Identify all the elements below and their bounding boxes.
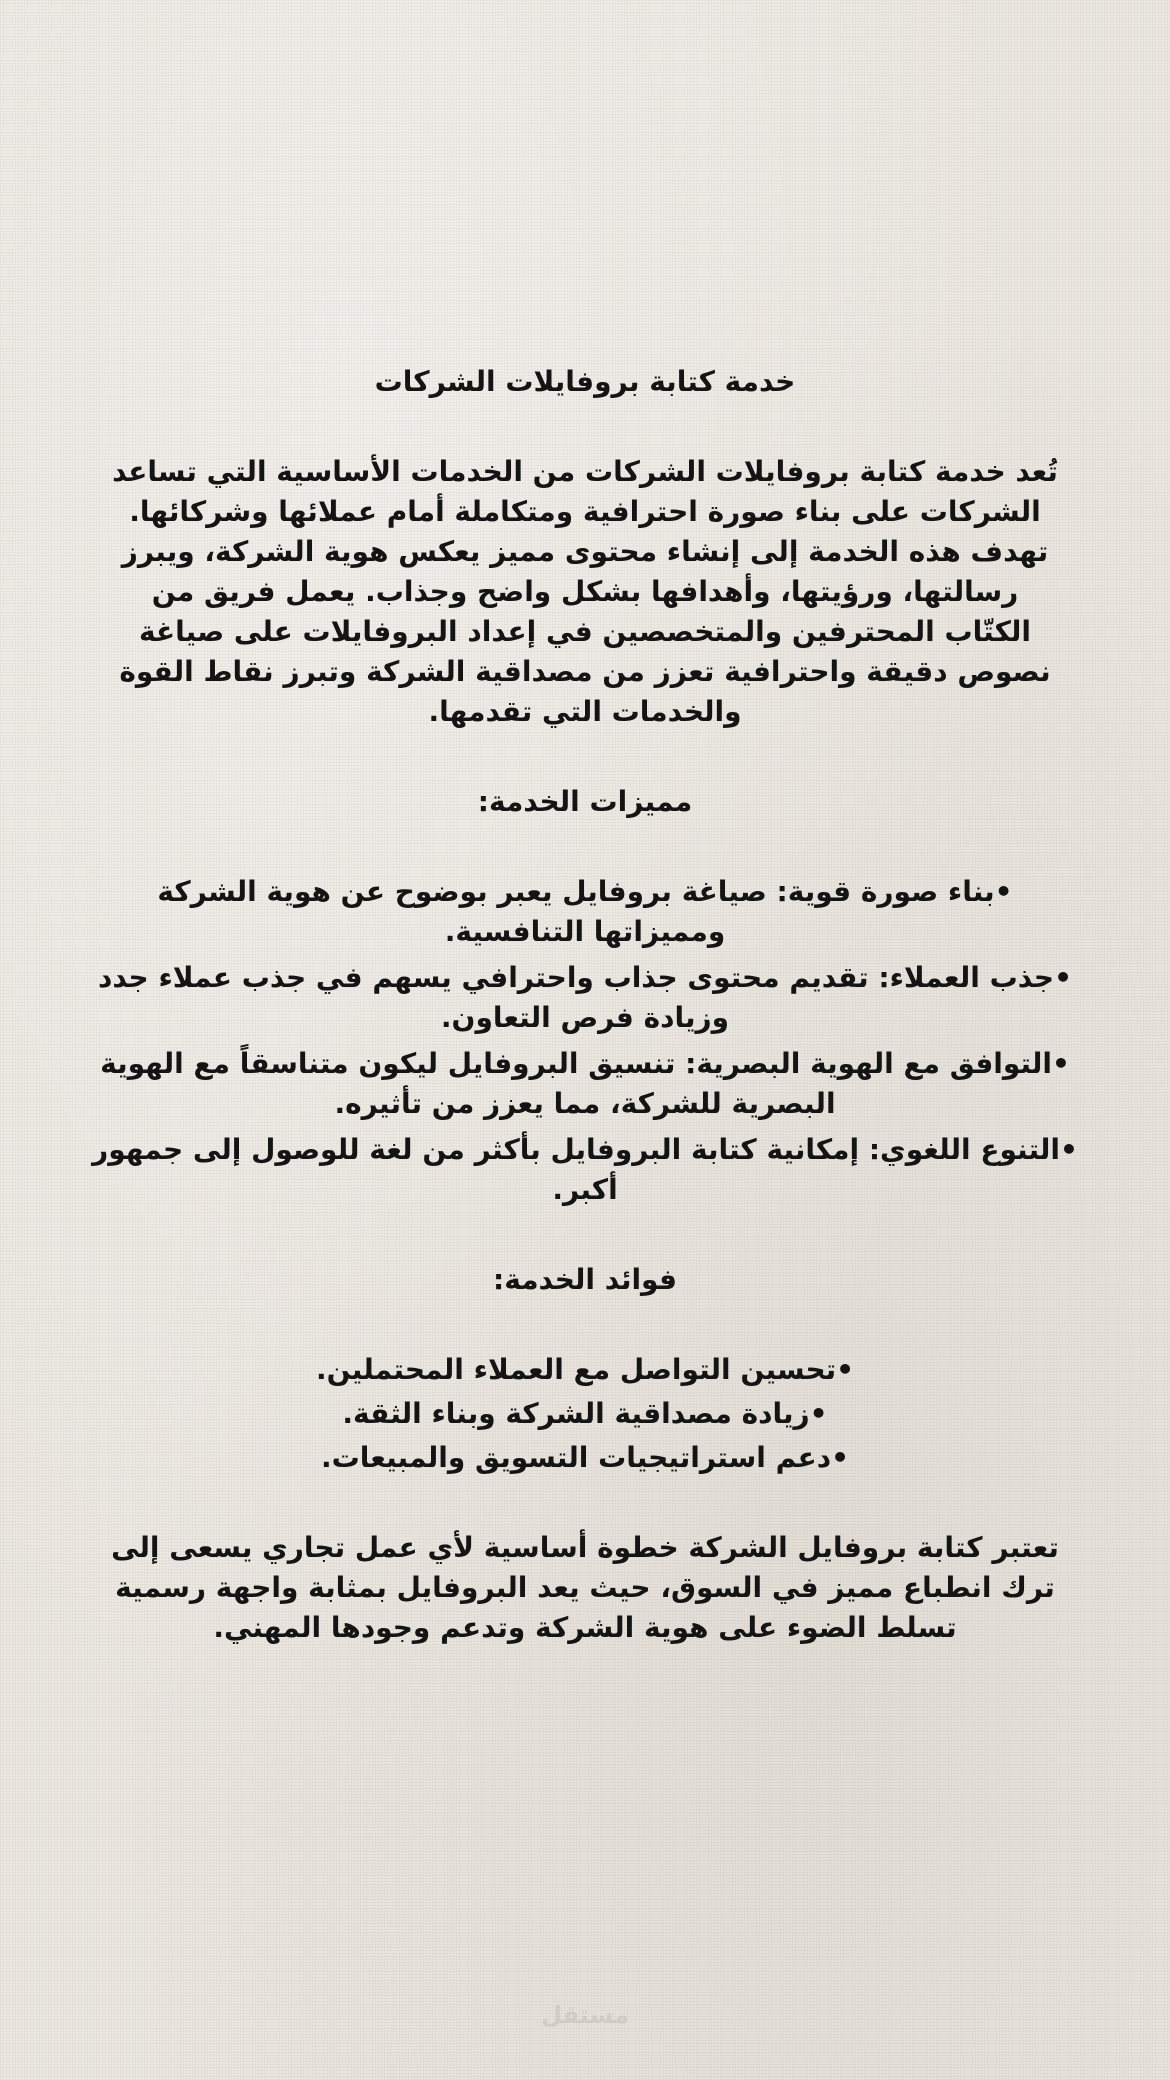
intro-paragraph: تُعد خدمة كتابة بروفايلات الشركات من الخدمات الأساسية التي تساعد الشركات على بناء صورة احترافية ومتكاملة أمام عملائها وشركائها. تهدف هذه الخدمة إلى إنشاء محتوى مميز يعكس هوية الشركة، ويبرز رسالتها، ورؤيتها، وأهدافها بشكل واضح وجذاب. يعمل فريق من الكتّاب المحترفين والمتخصصين في إعداد البروفايلات على صياغة نصوص دقيقة واحترافية تعزز من مصداقية الشركة وتبرز نقاط القوة والخدمات التي تقدمها.	[112, 455, 1058, 728]
conclusion-paragraph: تعتبر كتابة بروفايل الشركة خطوة أساسية لأي عمل تجاري يسعى إلى ترك انطباع مميز في السوق، حيث يعد البروفايل بمثابة واجهة رسمية تسلط الضوء على هوية الشركة وتدعم وجودها المهني.	[111, 1531, 1059, 1644]
benefit-item: •تحسين التواصل مع العملاء المحتملين.	[315, 1353, 855, 1386]
feature-item: •جذب العملاء: تقديم محتوى جذاب واحترافي يسهم في جذب عملاء جدد وزيادة فرص التعاون.	[98, 961, 1072, 1034]
feature-item: •بناء صورة قوية: صياغة بروفايل يعبر بوضوح عن هوية الشركة ومميزاتها التنافسية.	[157, 875, 1013, 948]
features-list	[90, 872, 1080, 1210]
feature-item: •التنوع اللغوي: إمكانية كتابة البروفايل بأكثر من لغة للوصول إلى جمهور أكبر.	[92, 1133, 1078, 1206]
benefits-list	[90, 1350, 1080, 1478]
document-title: خدمة كتابة بروفايلات الشركات	[374, 365, 796, 398]
document-body	[90, 362, 1080, 1648]
watermark-text: مستقل	[541, 2001, 629, 2029]
benefit-item: •دعم استراتيجيات التسويق والمبيعات.	[321, 1441, 849, 1474]
features-heading: مميزات الخدمة:	[477, 785, 693, 818]
benefit-item: •زيادة مصداقية الشركة وبناء الثقة.	[342, 1397, 828, 1430]
benefits-heading: فوائد الخدمة:	[493, 1263, 677, 1296]
feature-item: •التوافق مع الهوية البصرية: تنسيق البروفايل ليكون متناسقاً مع الهوية البصرية للشركة، مما يعزز من تأثيره.	[100, 1047, 1070, 1120]
watermark	[525, 1995, 645, 2035]
brand-logo-icon	[525, 1995, 645, 2035]
